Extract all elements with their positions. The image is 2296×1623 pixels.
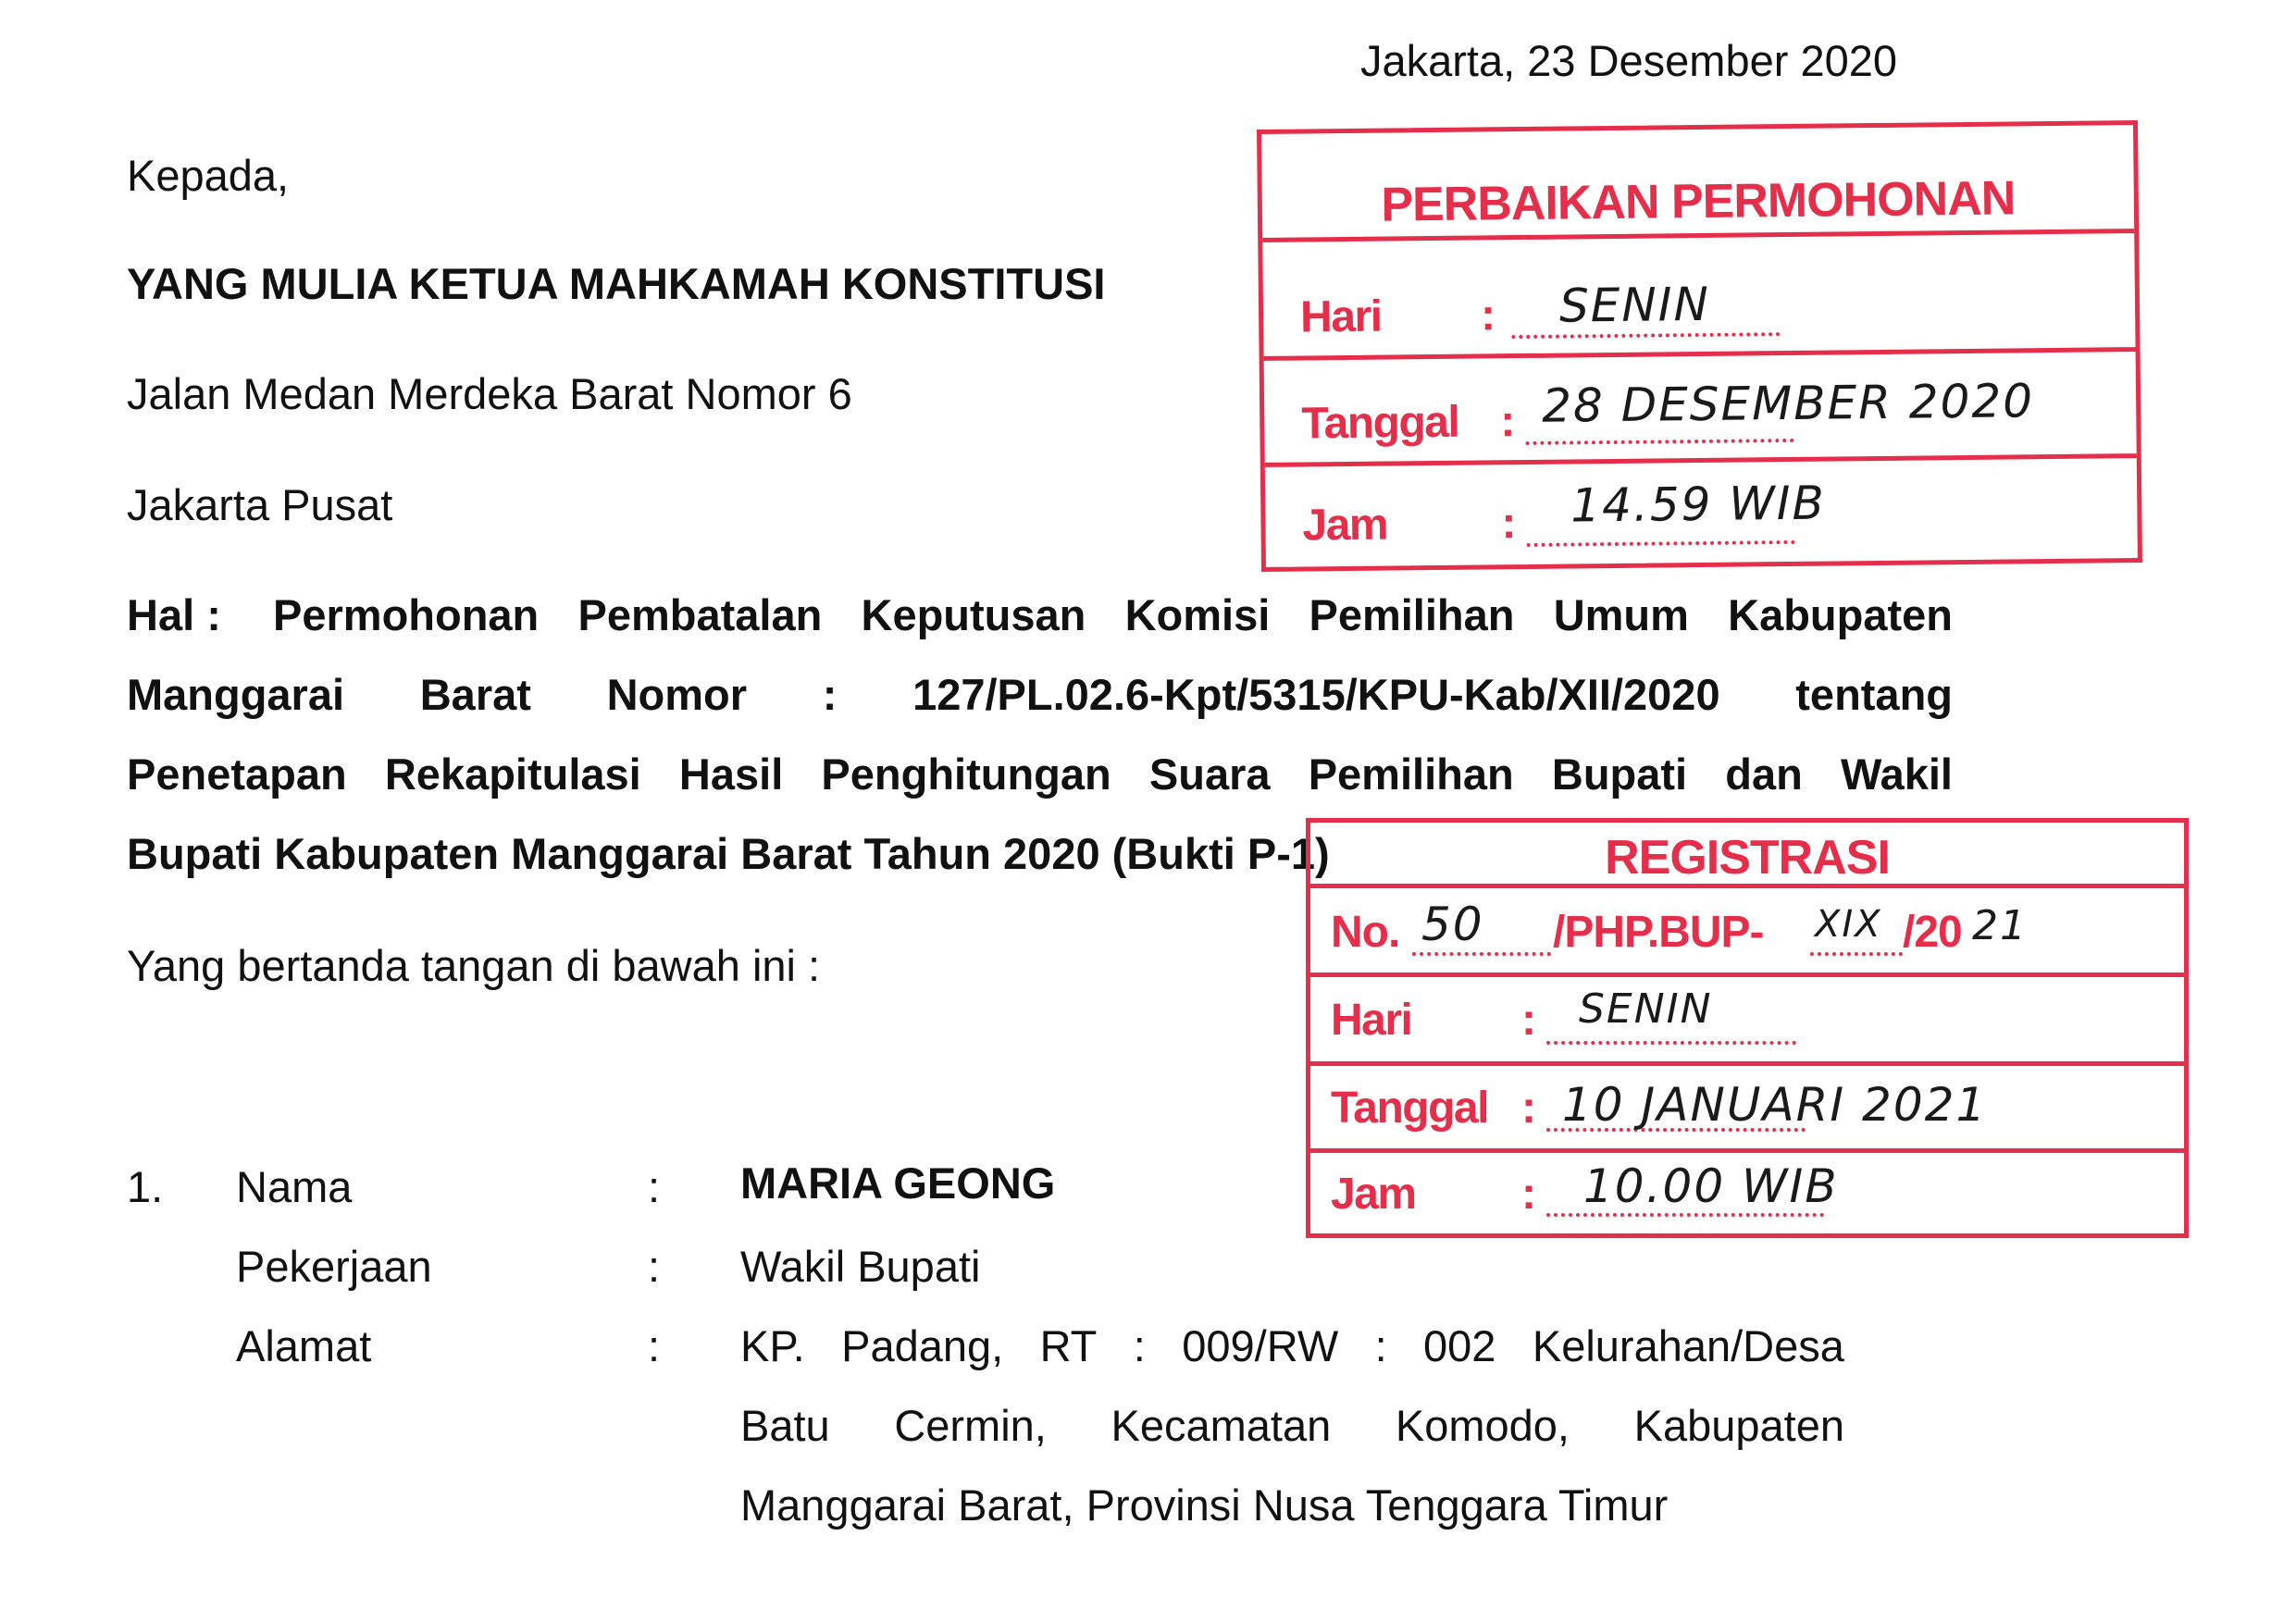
name-colon: : [648,1162,661,1211]
address-value-line-2 [740,1401,1844,1450]
recipient-title: YANG MULIA KETUA MAHKAMAH KONSTITUSI [127,259,1106,308]
stamp-no-suffix: /20 [1903,908,1962,957]
stamp-sep: : [1521,1170,1536,1219]
address-line-1: Jalan Medan Merdeka Barat Nomor 6 [127,369,852,418]
subject-word: Manggarai [127,670,345,719]
stamp-tanggal-label: Tanggal [1301,397,1459,449]
subject-word: Barat [419,670,531,719]
stamp-no-value: 50 [1421,898,1484,951]
stamp-sep: : [1480,291,1496,341]
stamp-jam-value: 10.00 WIB [1583,1159,1839,1213]
subject-line-4: Bupati Kabupaten Manggarai Barat Tahun 2020 (Bukti P-1) [127,829,1330,878]
stamp-divider [1265,453,2137,467]
address-word: Cermin, [894,1401,1047,1450]
address-word: Kabupaten [1633,1401,1844,1450]
stamp-tanggal-label: Tanggal [1331,1084,1488,1133]
address-word: 009/RW [1182,1321,1339,1370]
stamp-sep: : [1501,499,1517,549]
address-word: : [1374,1321,1387,1370]
stamp-hari-label: Hari [1299,291,1382,342]
stamp-hari-value: SENIN [1579,985,1713,1033]
address-word: Padang, [841,1321,1004,1370]
stamp-no-prefix: No. [1331,908,1400,957]
stamp-jam-value: 14.59 WIB [1570,476,1827,533]
address-colon: : [648,1321,661,1370]
subject-label: Hal : [127,590,221,639]
place-date: Jakarta, 23 Desember 2020 [1360,36,1897,85]
subject-word: tentang [1795,670,1953,719]
stamp-no-middle: /PHP.BUP- [1553,908,1764,957]
stamp-dots [1810,952,1903,956]
stamp-tanggal-value: 10 JANUARI 2021 [1562,1078,1988,1132]
address-word: Kelurahan/Desa [1532,1321,1844,1370]
stamp-sep: : [1500,397,1516,447]
subject-line-3: Penetapan Rekapitulasi Hasil Penghitungan Suara Pemilihan Bupati dan Wakil [127,750,1953,799]
address-value-line-1 [740,1321,1844,1370]
stamp-divider [1310,973,2184,977]
stamp-divider [1310,1148,2184,1153]
address-word: Kecamatan [1111,1401,1332,1450]
subject-line-2 [127,670,1953,719]
subject-word: Nomor [606,670,748,719]
stamp-divider [1310,884,2184,888]
stamp-registrasi [1306,818,2189,1238]
stamp-no-year-value: 21 [1972,902,2028,949]
job-colon: : [648,1242,661,1291]
stamp-dots [1511,332,1780,339]
stamp-hari-label: Hari [1331,996,1412,1045]
stamp-dots [1526,439,1794,445]
address-label: Alamat [236,1321,372,1370]
stamp-divider [1310,1061,2184,1066]
address-line-2: Jakarta Pusat [127,480,393,529]
subject-decree-number: 127/PL.02.6-Kpt/5315/KPU-Kab/XII/2020 [912,670,1720,719]
address-word: Komodo, [1395,1401,1570,1450]
job-value: Wakil Bupati [740,1242,981,1291]
stamp-tanggal-value: 28 DESEMBER 2020 [1541,374,2035,433]
stamp-dots [1546,1041,1796,1045]
stamp-perbaikan-permohonan [1257,120,2142,572]
address-word: Batu [740,1401,830,1450]
job-label: Pekerjaan [236,1242,432,1291]
address-word: : [1133,1321,1146,1370]
stamp-sep: : [1521,1084,1536,1133]
stamp-dots [1412,952,1551,956]
stamp-registrasi-title: REGISTRASI [1605,831,1890,885]
stamp-jam-label: Jam [1331,1170,1416,1219]
address-value-line-3: Manggarai Barat, Provinsi Nusa Tenggara Timur [740,1481,1669,1530]
address-word: 002 [1423,1321,1496,1370]
address-word: RT [1039,1321,1098,1370]
salutation: Kepada, [127,151,290,200]
stamp-sep: : [1521,996,1536,1045]
stamp-perbaikan-title: PERBAIKAN PERMOHONAN [1381,171,2016,232]
stamp-dots [1546,1213,1824,1217]
subject-line-1: Permohonan Pembatalan Keputusan Komisi Pemilihan Umum Kabupaten [273,590,1953,639]
subject-word: : [822,670,838,719]
stamp-no-value2: XIX [1815,903,1882,946]
address-word: KP. [740,1321,805,1370]
item-number: 1. [127,1162,164,1211]
stamp-divider [1264,347,2136,361]
name-value: MARIA GEONG [740,1158,1056,1208]
stamp-hari-value: SENIN [1558,277,1711,333]
intro-text: Yang bertanda tangan di bawah ini : [127,941,821,990]
stamp-jam-label: Jam [1302,500,1388,551]
name-label: Nama [236,1162,353,1211]
stamp-dots [1527,540,1795,547]
